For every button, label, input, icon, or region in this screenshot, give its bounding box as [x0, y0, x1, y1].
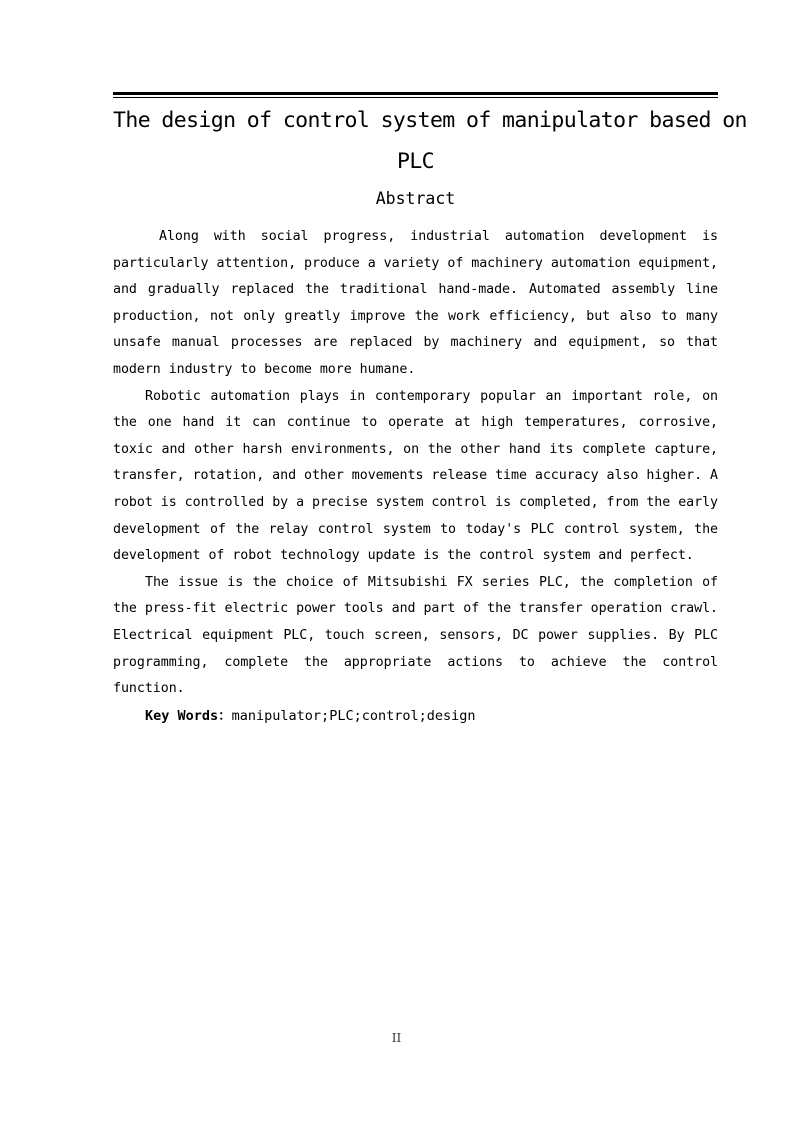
keywords-line — [145, 703, 476, 729]
abstract-paragraph-1: Along with social progress, industrial automation development is particularly attention, produce a variety of machinery automation equipment, and gradually replaced the traditional hand-made. Automated assembly line production, not only greatly improve the work efficiency, but also to many unsafe manual processes are replaced by machinery and equipment, so that modern industry to become more humane. — [113, 229, 718, 377]
header-rule-thick — [113, 92, 718, 95]
abstract-paragraph-2: Robotic automation plays in contemporary popular an important role, on the one hand it can continue to operate at high temperatures, corrosive, toxic and other harsh environments, on the other hand its complete capture, transfer, rotation, and other movements release time accuracy also higher. A robot is controlled by a precise system control is completed, from the early development of the relay control system to today's PLC control system, the development of robot technology update is the control system and perfect. — [113, 388, 718, 564]
keywords-value: manipulator;PLC;control;design — [231, 708, 476, 724]
page-number: II — [391, 1031, 402, 1045]
abstract-heading: Abstract — [375, 189, 456, 208]
document-title — [113, 100, 747, 182]
header-rule-thin — [113, 97, 718, 98]
title-line-1: The design of control system of manipulator based on — [113, 108, 747, 133]
keywords-label: Key Words： — [145, 708, 232, 724]
abstract-paragraph-3: The issue is the choice of Mitsubishi FX series PLC, the completion of the press-fit electric power tools and part of the transfer operation crawl. Electrical equipment PLC, touch screen, sensors, DC power supplies. By PLC programming, complete the appropriate actions to achieve the control function. — [113, 574, 718, 697]
title-line-2: PLC — [396, 149, 435, 174]
abstract-body — [113, 224, 718, 703]
